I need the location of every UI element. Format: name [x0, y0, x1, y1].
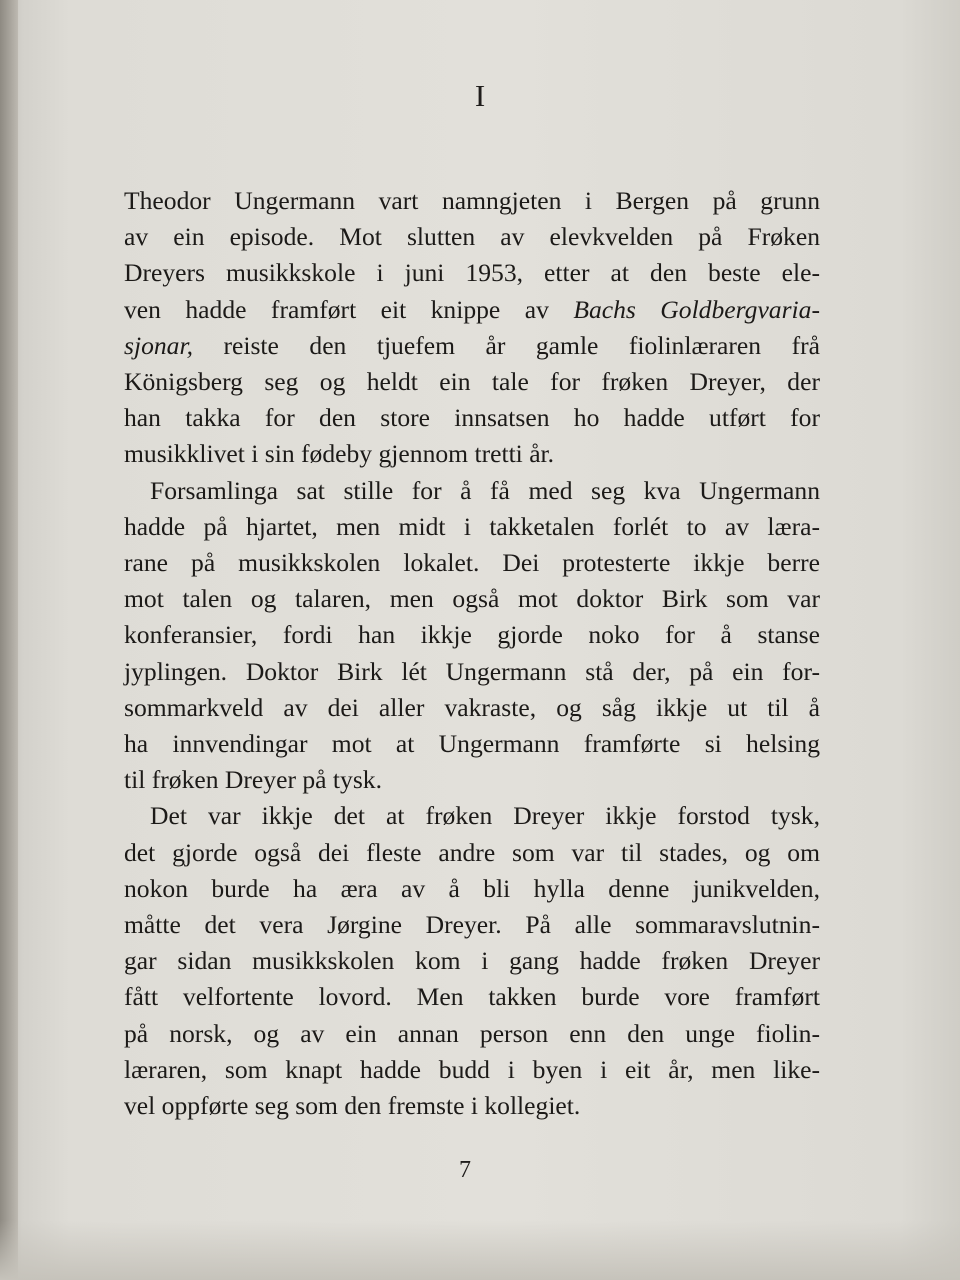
text-line: Det var ikkje det at frøken Dreyer ikkje forstod tysk, [150, 801, 820, 831]
text-line: vel oppførte seg som den fremste i kollegiet. [124, 1091, 581, 1121]
text-line: hadde på hjartet, men midt i takketalen forlét to av lærа- [124, 511, 820, 541]
text-line: ven hadde framført eit knippe av Bachs Goldbergvaria- [124, 294, 820, 324]
text-line: jyplingen. Doktor Birk lét Ungermann stå der, på ein for- [124, 656, 820, 686]
text-line: gar sidan musikkskolen kom i gang hadde frøken Dreyer [124, 946, 820, 976]
text-line: Dreyers musikkskole i juni 1953, etter at den beste ele- [124, 258, 820, 288]
text-line: til frøken Dreyer på tysk. [124, 765, 382, 795]
text-line: Königsberg seg og heldt ein tale for frøken Dreyer, der [124, 367, 820, 397]
text-line: måtte det vera Jørgine Dreyer. På alle sommaravslutnin- [124, 910, 820, 940]
page-number: 7 [459, 1157, 471, 1183]
body-text [124, 183, 820, 1124]
text-line: mot talen og talaren, men også mot doktor Birk som var [124, 584, 820, 614]
text-line: musikklivet i sin fødeby gjennom tretti år. [124, 439, 555, 469]
text-line: fått velfortente lovord. Men takken burde vore framført [124, 982, 820, 1012]
text-line: sjonar, reiste den tjuefem år gamle fiolinlæraren frå [124, 330, 820, 360]
text-line: det gjorde også dei fleste andre som var til stades, og om [124, 837, 820, 867]
text-line: konferansier, fordi han ikkje gjorde noko for å stanse [124, 620, 820, 650]
text-line: rane på musikkskolen lokalet. Dei protesterte ikkje berre [124, 548, 820, 578]
text-line: på norsk, og av ein annan person enn den unge fiolin- [124, 1018, 820, 1048]
text-line: sommarkveld av dei aller vakraste, og såg ikkje ut til å [124, 692, 820, 722]
text-line: nokon burde ha æra av å bli hylla denne junikvelden, [124, 873, 820, 903]
text-line: av ein episode. Mot slutten av elevkvelden på Frøken [124, 222, 820, 252]
chapter-number: I [474, 78, 486, 113]
text-line: Theodor Ungermann vart namngjeten i Bergen på grunn [124, 186, 820, 215]
text-line: Forsamlinga sat stille for å få med seg kva Ungermann [150, 475, 820, 505]
text-line: læraren, som knapt hadde budd i byen i eit år, men like- [124, 1054, 820, 1084]
text-line: han takka for den store innsatsen ho hadde utført for [124, 403, 820, 433]
text-line: ha innvendingar mot at Ungermann framførte si helsing [124, 729, 820, 759]
